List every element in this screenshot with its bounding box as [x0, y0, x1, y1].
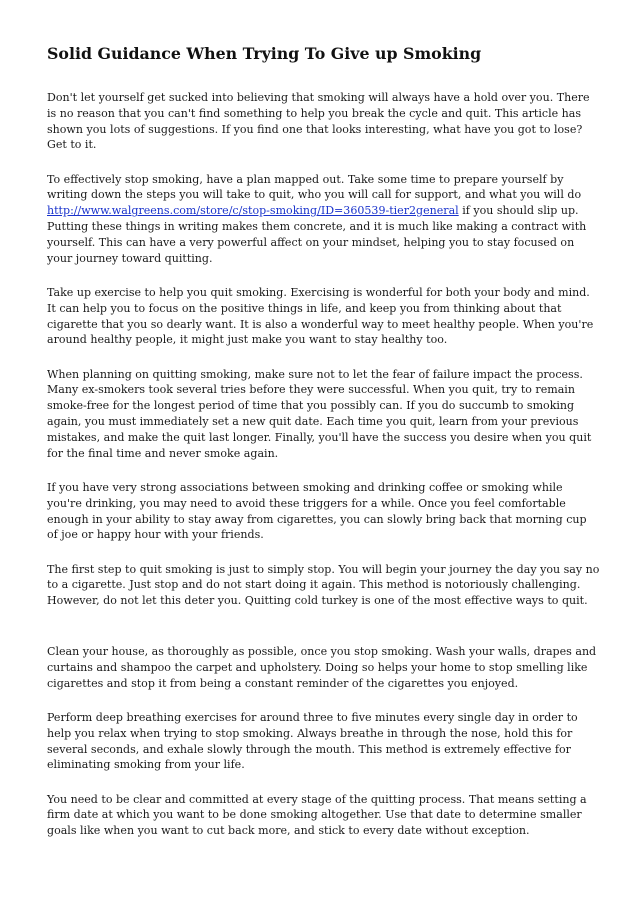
- paragraph-8: Perform deep breathing exercises for around three to five minutes every single day in order to help you relax when trying to stop smoking. Always breathe in through the nose, hold this for several seconds, and exhale slowly through the mouth. This method is extremely effective for eliminating smoking from your life.: [47, 710, 578, 772]
- paragraph-6: The first step to quit smoking is just to simply stop. You will begin your journey the day you say no to a cigarette. Just stop and do not start doing it again. This method is notoriously challenging. However, do not let this deter you. Quitting cold turkey is one of the most effective ways to quit.: [47, 562, 600, 608]
- paragraph-5: If you have very strong associations between smoking and drinking coffee or smoking while you're drinking, you may need to avoid these triggers for a while. Once you feel comfortable enough in your ability to stay away from cigarettes, you can slowly bring back that morning cup of joe or happy hour with your friends.: [47, 480, 587, 542]
- paragraph-9: You need to be clear and committed at every stage of the quitting process. That means setting a firm date at which you want to be done smoking altogether. Use that date to determine smaller goals like when you want to cut back more, and stick to every date without exception.: [47, 792, 587, 838]
- paragraph-1: Don't let yourself get sucked into believing that smoking will always have a hold over you. There is no reason that you can't find something to help you break the cycle and quit. This article has shown you lots of suggestions. If you find one that looks interesting, what have you got to lose? Get to it.: [47, 91, 590, 152]
- paragraph-2-text-before: To effectively stop smoking, have a plan mapped out. Take some time to prepare yourself by writing down the steps you will take to quit, who you will call for support, and what you will do: [47, 172, 582, 202]
- article-title: Solid Guidance When Trying To Give up Smoking: [47, 44, 482, 63]
- paragraph-2: [47, 172, 600, 267]
- document-page: [47, 44, 600, 857]
- paragraph-3: Take up exercise to help you quit smoking. Exercising is wonderful for both your body and mind. It can help you to focus on the positive things in life, and keep you from thinking about that cigarette that you so dearly want. It is also a wonderful way to meet healthy people. When you're around healthy people, it might just make you want to stay healthy too.: [47, 285, 594, 347]
- walgreens-link[interactable]: http://www.walgreens.com/store/c/stop-smoking/ID=360539-tier2general: [47, 204, 459, 218]
- paragraph-4: When planning on quitting smoking, make sure not to let the fear of failure impact the process. Many ex-smokers took several tries before they were successful. When you quit, try to remain smoke-free for the longest period of time that you possibly can. If you do succumb to smoking again, you must immediately set a new quit date. Each time you quit, learn from your previous mistakes, and make the quit last longer. Finally, you'll have the success you desire when you quit for the final time and never smoke again.: [47, 367, 592, 460]
- paragraph-7: Clean your house, as thoroughly as possible, once you stop smoking. Wash your walls, drapes and curtains and shampoo the carpet and upholstery. Doing so helps your home to stop smelling like cigarettes and stop it from being a constant reminder of the cigarettes you enjoyed.: [47, 645, 597, 690]
- paragraph-2-text-after: if you should slip up. Putting these things in writing makes them concrete, and it is much like making a contract with yourself. This can have a very powerful affect on your mindset, helping you to stay focused on your journey toward quitting.: [47, 204, 587, 265]
